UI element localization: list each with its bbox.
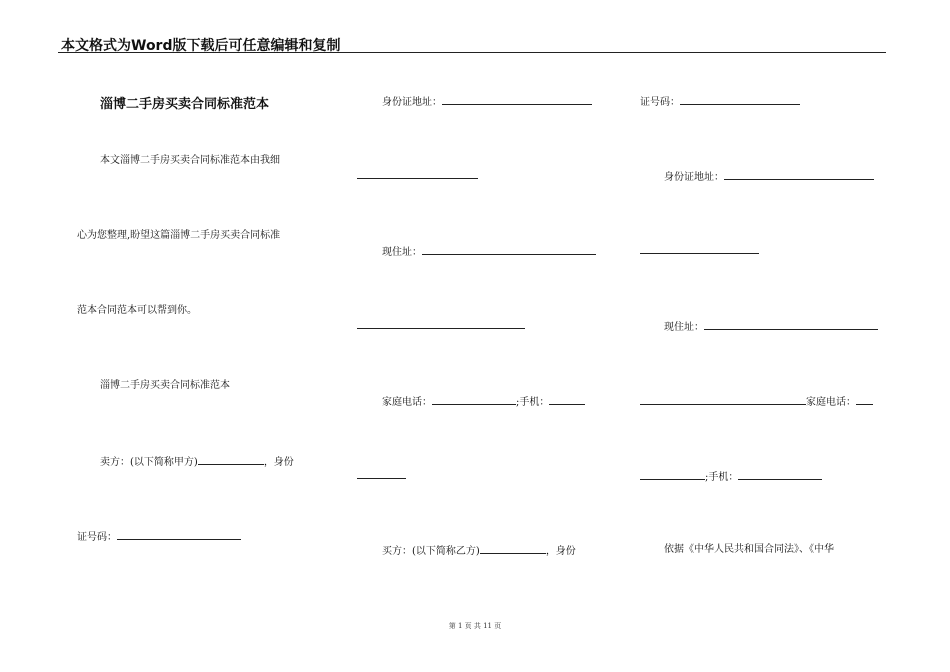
seller-mobile-continuation-blank	[357, 478, 406, 479]
buyer-phone-line	[640, 395, 873, 409]
buyer-mobile-label: ;手机：	[705, 472, 739, 483]
buyer-id-address-continuation-blank	[640, 253, 759, 254]
seller-phone-label: 家庭电话：	[382, 397, 432, 408]
seller-id-address-continuation-blank	[357, 178, 478, 179]
seller-id-address-blank	[442, 95, 592, 105]
seller-mobile-label: ;手机：	[516, 397, 550, 408]
buyer-mobile-line	[640, 470, 822, 484]
seller-address-continuation-blank	[357, 328, 525, 329]
seller-current-address-label: 现住址：	[382, 247, 422, 258]
buyer-phone-blank	[856, 395, 873, 405]
seller-id-line	[77, 530, 241, 544]
intro-line-3: 范本合同范本可以帮到你。	[77, 305, 197, 316]
seller-id-address-label: 身份证地址：	[382, 97, 442, 108]
seller-label: 卖方：(以下简称甲方)	[100, 457, 198, 468]
contract-title: 淄博二手房买卖合同标准范本	[100, 97, 270, 112]
buyer-current-address-line	[664, 320, 878, 334]
buyer-current-address-label: 现住址：	[664, 322, 704, 333]
document-header-title: 本文格式为Word版下载后可任意编辑和复制	[61, 38, 341, 54]
seller-id-blank	[117, 530, 241, 540]
buyer-address-continuation-blank	[640, 395, 806, 405]
section-subtitle: 淄博二手房买卖合同标准范本	[100, 380, 230, 391]
buyer-id-label: 证号码：	[640, 97, 680, 108]
seller-phone-line	[382, 395, 585, 409]
buyer-id-address-label: 身份证地址：	[664, 172, 724, 183]
intro-line-1: 本文淄博二手房买卖合同标准范本由我细	[100, 155, 280, 166]
seller-id-address-line	[382, 95, 592, 109]
seller-phone-blank	[432, 395, 516, 405]
seller-current-address-blank	[422, 245, 596, 255]
legal-basis-text: 依据《中华人民共和国合同法》、《中华	[664, 544, 834, 555]
seller-line	[100, 455, 294, 469]
buyer-line	[382, 544, 576, 558]
buyer-phone-label: 家庭电话：	[806, 397, 856, 408]
seller-id-label: 证号码：	[77, 532, 117, 543]
buyer-id-prefix: ，身份	[545, 546, 576, 557]
intro-line-2: 心为您整理,盼望这篇淄博二手房买卖合同标准	[77, 230, 281, 241]
seller-id-prefix: ，身份	[263, 457, 294, 468]
buyer-id-blank	[680, 95, 800, 105]
buyer-phone-continuation-blank	[640, 470, 705, 480]
buyer-label: 买方：(以下简称乙方)	[382, 546, 480, 557]
header-divider	[58, 52, 886, 53]
seller-name-blank	[198, 455, 264, 465]
buyer-id-address-blank	[724, 170, 874, 180]
seller-mobile-blank	[549, 395, 585, 405]
page-number-footer: 第 1 页 共 11 页	[448, 622, 502, 630]
buyer-id-line	[640, 95, 800, 109]
buyer-current-address-blank	[704, 320, 878, 330]
buyer-mobile-blank	[738, 470, 822, 480]
seller-current-address-line	[382, 245, 596, 259]
buyer-id-address-line	[664, 170, 874, 184]
buyer-name-blank	[480, 544, 546, 554]
